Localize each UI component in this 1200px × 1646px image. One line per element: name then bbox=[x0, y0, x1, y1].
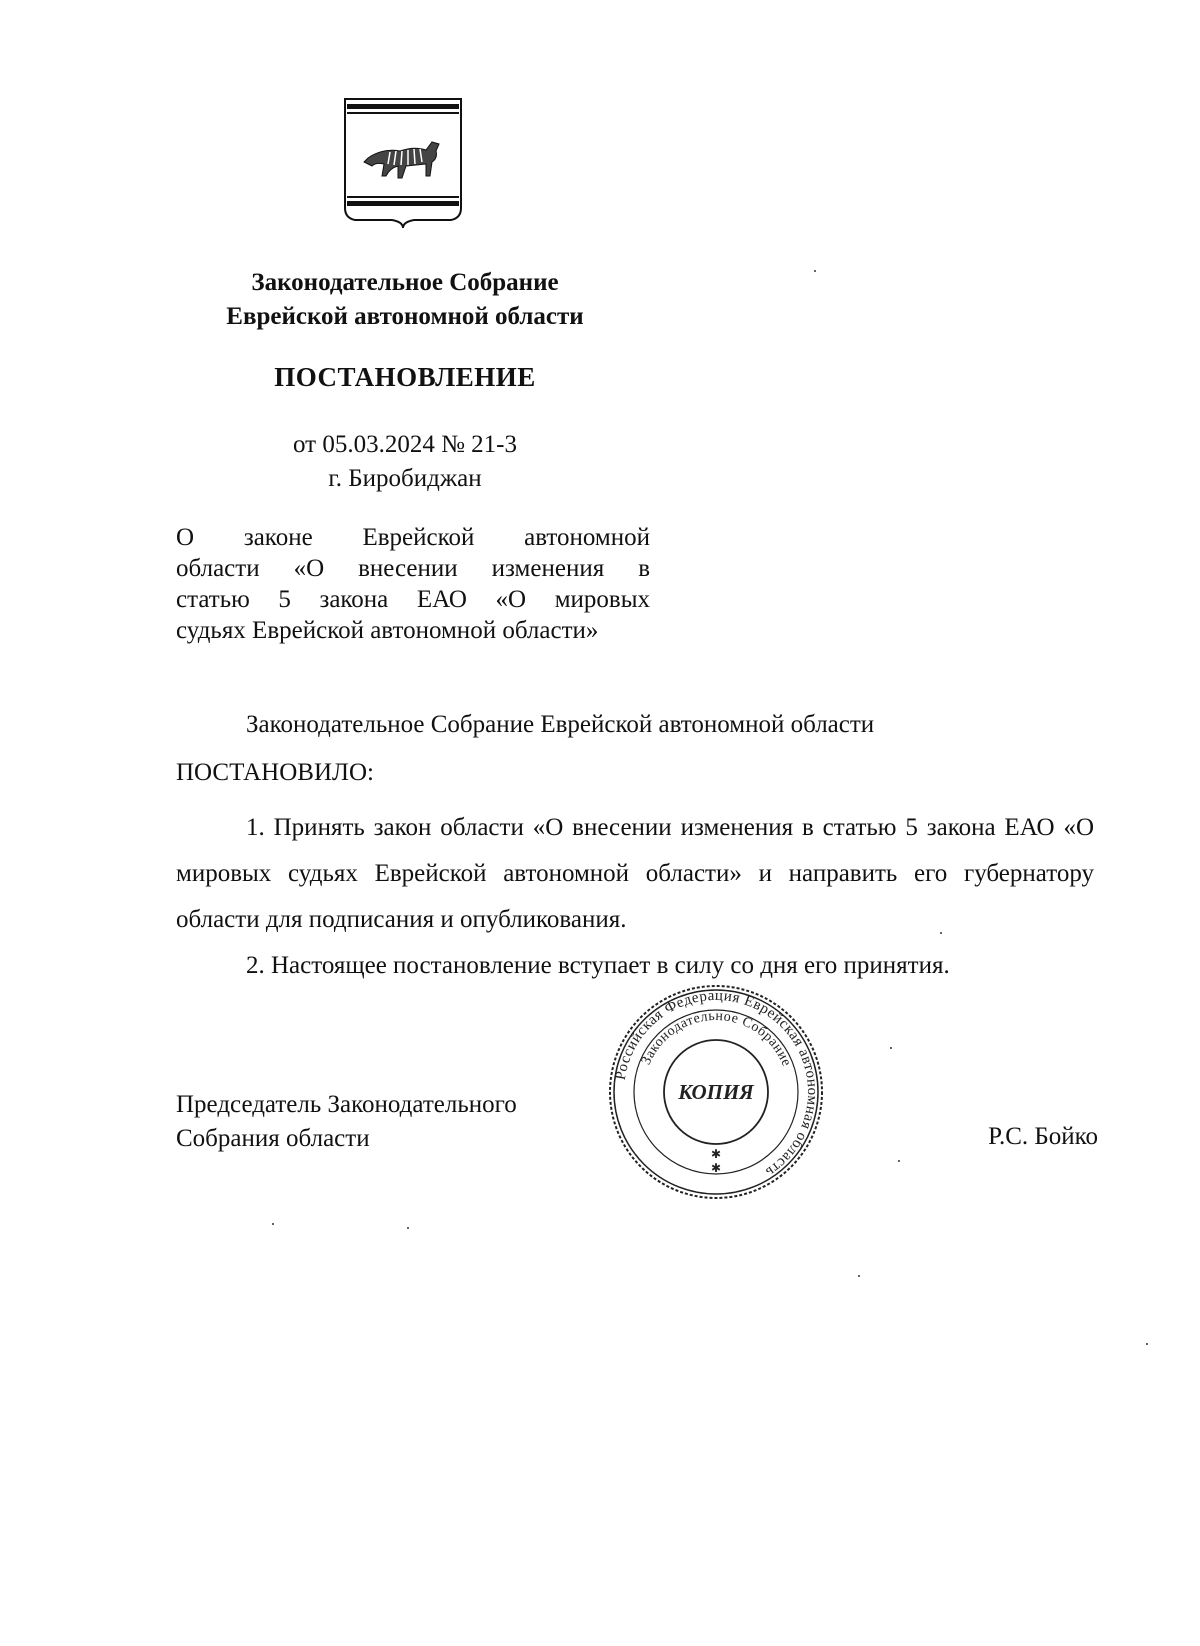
scan-speck bbox=[1146, 1343, 1148, 1345]
seal-star-icon: ✱ bbox=[710, 1161, 722, 1175]
subject-line: области «О внесении изменения в bbox=[176, 555, 650, 582]
scan-speck bbox=[814, 270, 816, 272]
subject-line: статью 5 закона ЕАО «О мировых bbox=[176, 586, 650, 613]
resolved-heading: ПОСТАНОВИЛО: bbox=[176, 759, 374, 786]
scan-speck bbox=[890, 1047, 892, 1049]
seal-center-text: КОПИЯ bbox=[678, 1080, 754, 1104]
seal-star-icon: ✱ bbox=[710, 1147, 722, 1161]
signatory-name: Р.С. Бойко bbox=[988, 1123, 1098, 1150]
signatory-title-line2: Собрания области bbox=[176, 1125, 370, 1152]
document-date-block bbox=[160, 428, 650, 496]
signatory-title bbox=[176, 1088, 596, 1156]
city: г. Биробиджан bbox=[328, 465, 482, 492]
issuing-body bbox=[160, 266, 650, 334]
official-seal-stamp bbox=[606, 982, 826, 1202]
scan-speck bbox=[898, 1160, 900, 1162]
scan-speck bbox=[407, 1227, 409, 1229]
subject-line: О законе Еврейской автономной bbox=[176, 524, 650, 551]
seal-outer-text: Российская Федерация Еврейская автономная область bbox=[612, 987, 821, 1181]
org-name-line1: Законодательное Собрание bbox=[251, 269, 559, 296]
seal-inner-text: Законодательное Собрание bbox=[638, 1008, 794, 1069]
preamble: Законодательное Собрание Еврейской автономной области bbox=[246, 711, 875, 738]
org-name-line2: Еврейской автономной области bbox=[226, 303, 584, 330]
scan-speck bbox=[272, 1223, 274, 1225]
document-type: ПОСТАНОВЛЕНИЕ bbox=[274, 362, 536, 392]
coat-of-arms-icon bbox=[342, 96, 464, 230]
document-subject bbox=[176, 522, 650, 646]
resolution-item-2: 2. Настоящее постановление вступает в силу со дня его принятия. bbox=[246, 952, 950, 979]
scan-speck bbox=[858, 1275, 860, 1277]
subject-line: судьях Еврейской автономной области» bbox=[176, 617, 599, 644]
scan-speck bbox=[940, 932, 942, 934]
date-and-number: от 05.03.2024 № 21-3 bbox=[292, 431, 518, 458]
signatory-title-line1: Председатель Законодательного bbox=[176, 1091, 517, 1118]
resolution-item-1: 1. Принять закон области «О внесении изменения в статью 5 закона ЕАО «О мировых судьях Еврейской автономной области» и направить его губернатору области для подписания и опубликования. bbox=[176, 814, 1094, 933]
